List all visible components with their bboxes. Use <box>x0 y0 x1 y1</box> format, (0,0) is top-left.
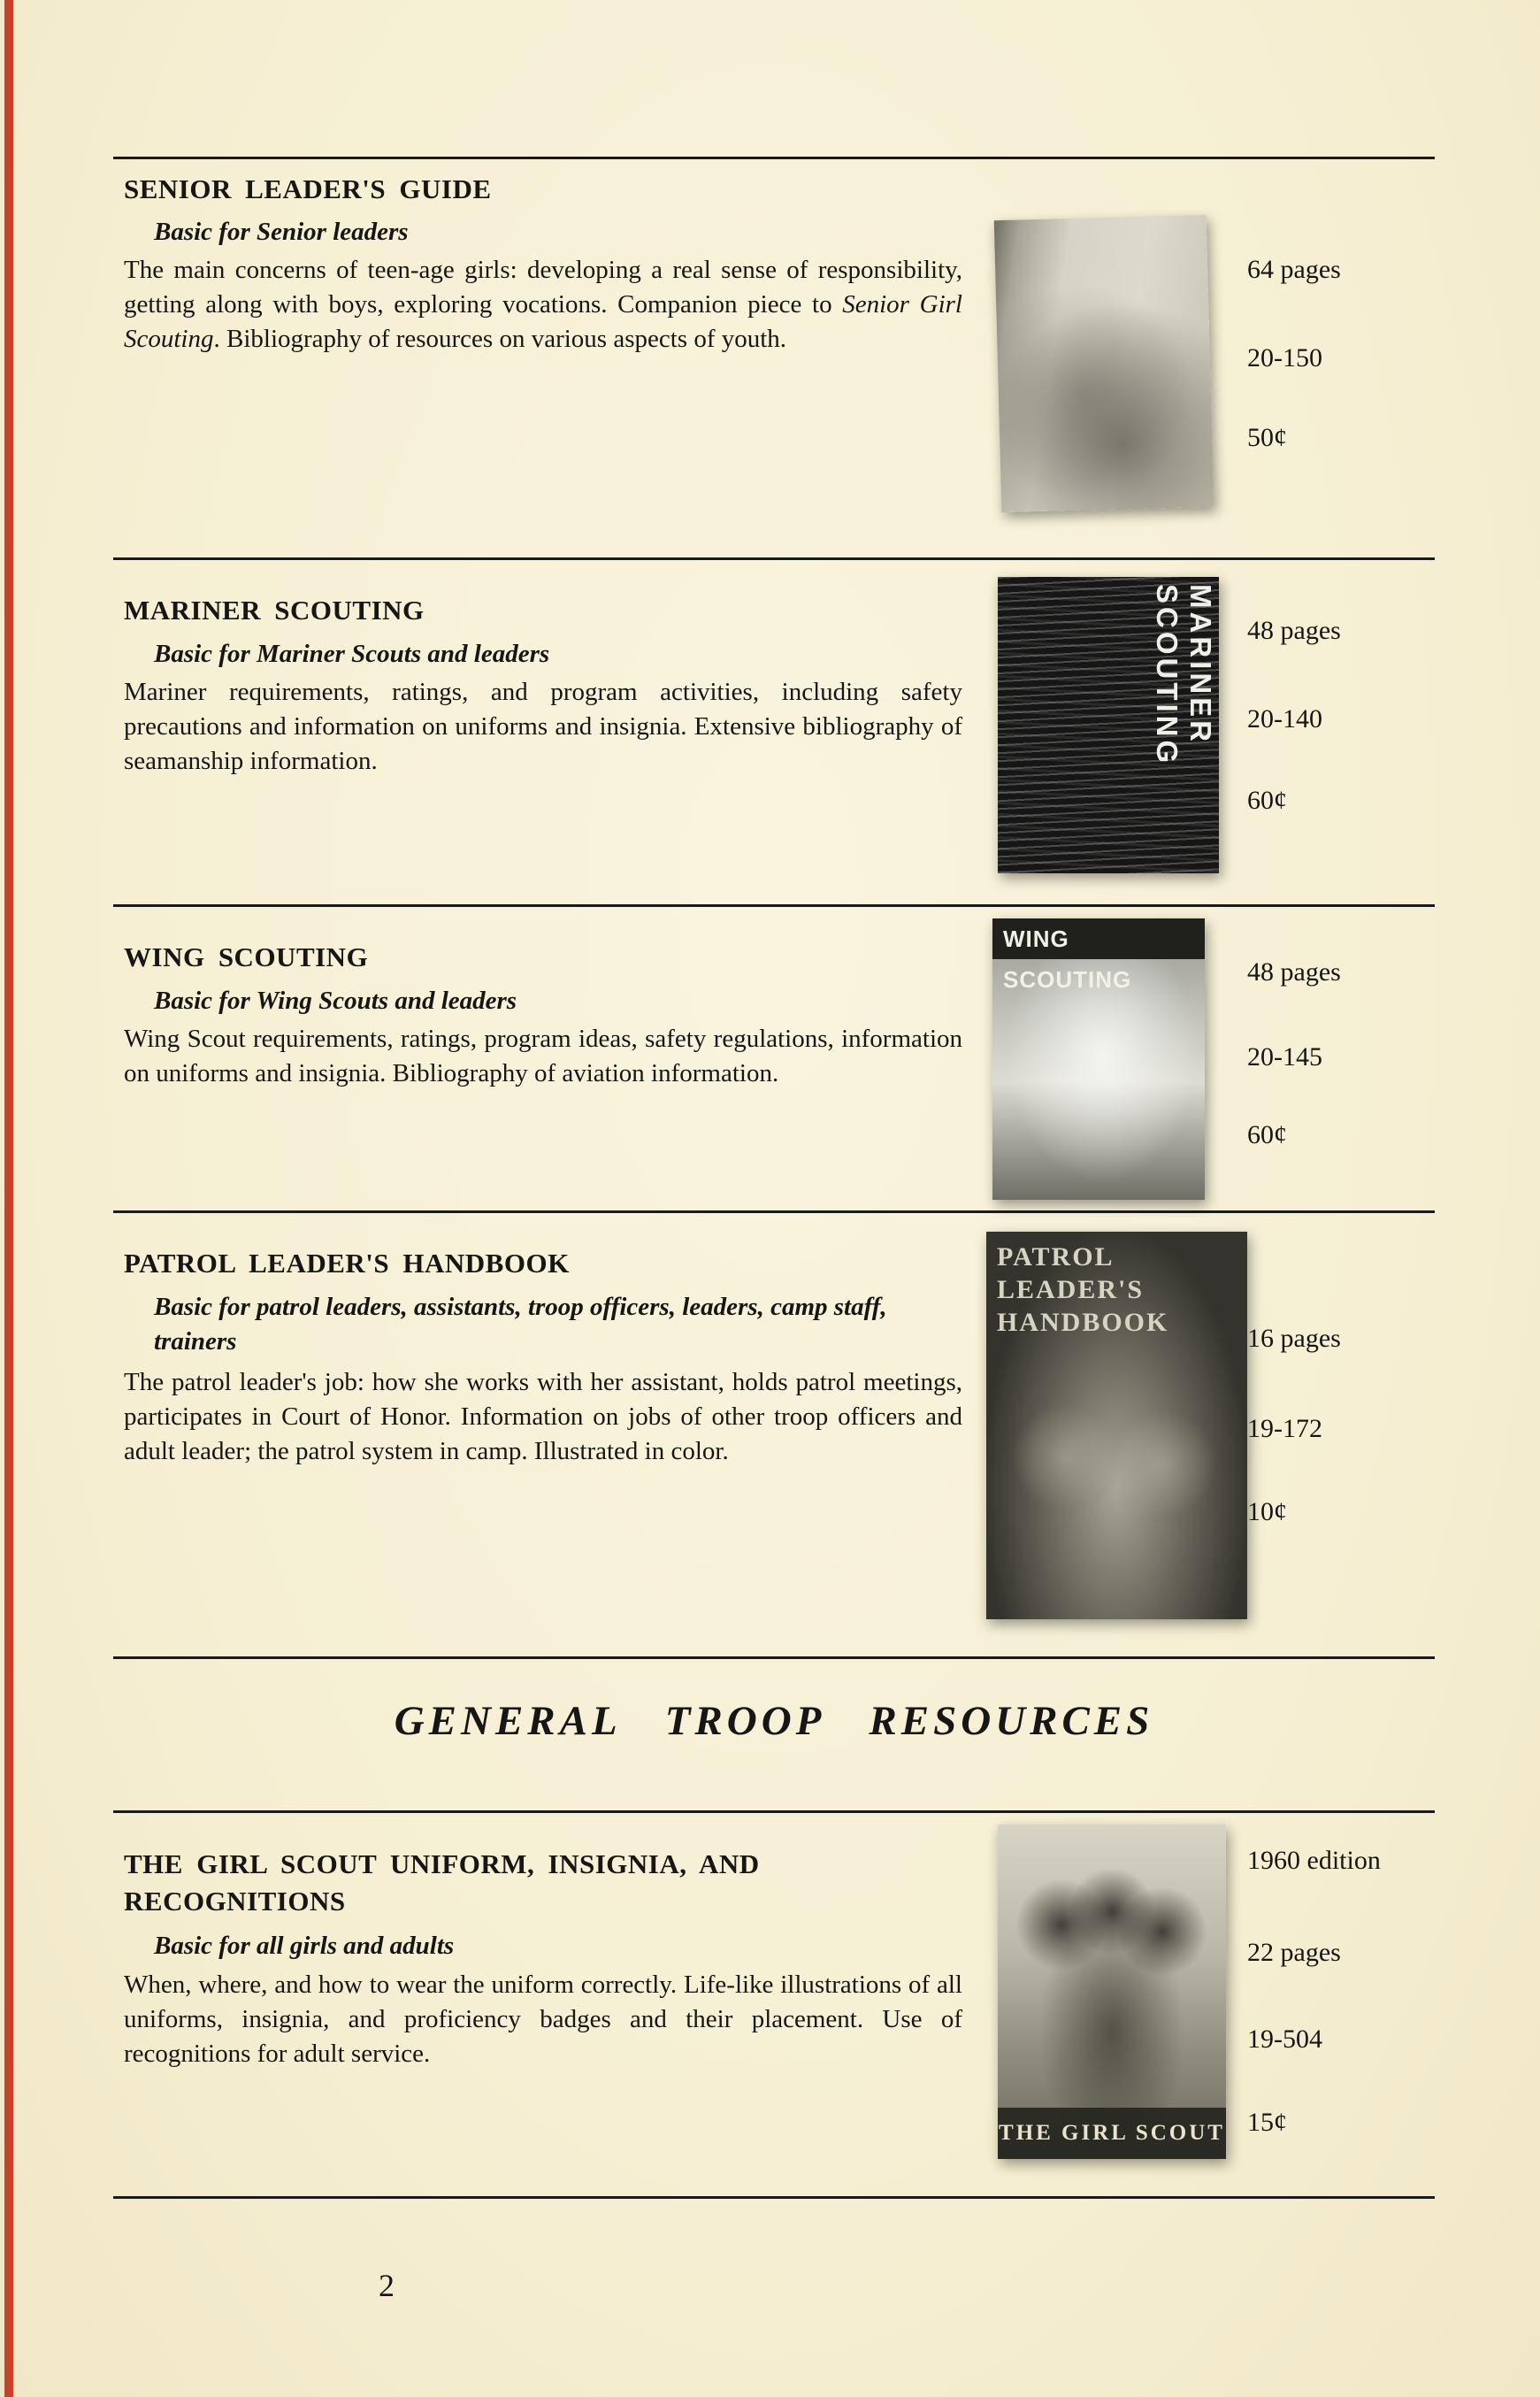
spec-catalog-number: 20-150 <box>1247 343 1322 373</box>
uniform-cover-title: THE GIRL SCOUT <box>998 2108 1226 2159</box>
wing-scouting-cover <box>992 918 1205 1200</box>
section-title: MARINER SCOUTING <box>124 595 425 626</box>
girl-scout-uniform-cover <box>998 1825 1226 2159</box>
spec-edition: 1960 edition <box>1247 1846 1381 1875</box>
section-title: THE GIRL SCOUT UNIFORM, INSIGNIA, AND RECOGNITIONS <box>124 1848 760 1917</box>
divider <box>113 1210 1435 1213</box>
mariner-cover-title: MARINER SCOUTING <box>1151 584 1217 767</box>
wing-cover-title: WING SCOUTING <box>992 918 1205 959</box>
divider <box>113 557 1435 560</box>
section-subtitle: Basic for all girls and adults <box>154 1932 455 1960</box>
section-subtitle: Basic for Wing Scouts and leaders <box>154 987 517 1015</box>
section-subtitle: Basic for Senior leaders <box>154 218 409 246</box>
section-subtitle: Basic for patrol leaders, assistants, troop officers, leaders, camp staff, trainers <box>154 1293 887 1356</box>
section-body: The main concerns of teen-age girls: developing a real sense of responsibility, getting along with boys, exploring vocations. Companion piece to Senior Girl Scouting. Bibliography of resources on various aspects of youth. <box>124 256 962 353</box>
section-subtitle: Basic for Mariner Scouts and leaders <box>154 640 550 668</box>
spec-catalog-number: 19-504 <box>1247 2024 1322 2054</box>
general-troop-resources-heading: GENERAL TROOP RESOURCES <box>394 1698 1154 1744</box>
section-title: PATROL LEADER'S HANDBOOK <box>124 1248 570 1279</box>
patrol-leaders-handbook-cover <box>986 1232 1247 1619</box>
spec-pages: 48 pages <box>1247 616 1341 645</box>
section-body: When, where, and how to wear the uniform correctly. Life-like illustrations of all uniforms, insignia, and proficiency badges and their placement. Use of recognitions for adult service. <box>124 1971 962 2068</box>
divider <box>113 157 1435 159</box>
spec-price: 60¢ <box>1247 1120 1287 1149</box>
spec-price: 10¢ <box>1247 1497 1287 1526</box>
senior-leaders-guide-cover <box>994 215 1214 512</box>
page-edge-mark <box>4 0 13 2397</box>
spec-pages: 64 pages <box>1247 255 1341 284</box>
spec-pages: 48 pages <box>1247 957 1341 987</box>
section-body: The patrol leader's job: how she works with her assistant, holds patrol meetings, participates in Court of Honor. Information on jobs of other troop officers and adult leader; the patrol system in camp. Illustrated in color. <box>124 1368 962 1465</box>
page-number: 2 <box>379 2268 395 2303</box>
spec-pages: 16 pages <box>1247 1324 1341 1353</box>
divider <box>113 904 1435 907</box>
section-title: SENIOR LEADER'S GUIDE <box>124 173 492 204</box>
spec-catalog-number: 20-145 <box>1247 1042 1322 1072</box>
spec-catalog-number: 19-172 <box>1247 1414 1322 1443</box>
divider <box>113 1656 1435 1659</box>
patrol-cover-title: PATROL LEADER'S HANDBOOK <box>997 1242 1169 1337</box>
section-body: Mariner requirements, ratings, and program activities, including safety precautions and information on uniforms and insignia. Extensive bibliography of seamanship information. <box>124 678 962 775</box>
divider <box>113 1810 1435 1813</box>
divider <box>113 2196 1435 2199</box>
spec-catalog-number: 20-140 <box>1247 704 1322 734</box>
spec-price: 60¢ <box>1247 786 1287 815</box>
mariner-scouting-cover <box>998 577 1219 873</box>
spec-pages: 22 pages <box>1247 1938 1341 1967</box>
spec-price: 15¢ <box>1247 2108 1287 2137</box>
section-title: WING SCOUTING <box>124 941 369 972</box>
section-body: Wing Scout requirements, ratings, program ideas, safety regulations, information on uniforms and insignia. Bibliography of aviation information. <box>124 1025 962 1087</box>
spec-price: 50¢ <box>1247 423 1287 452</box>
